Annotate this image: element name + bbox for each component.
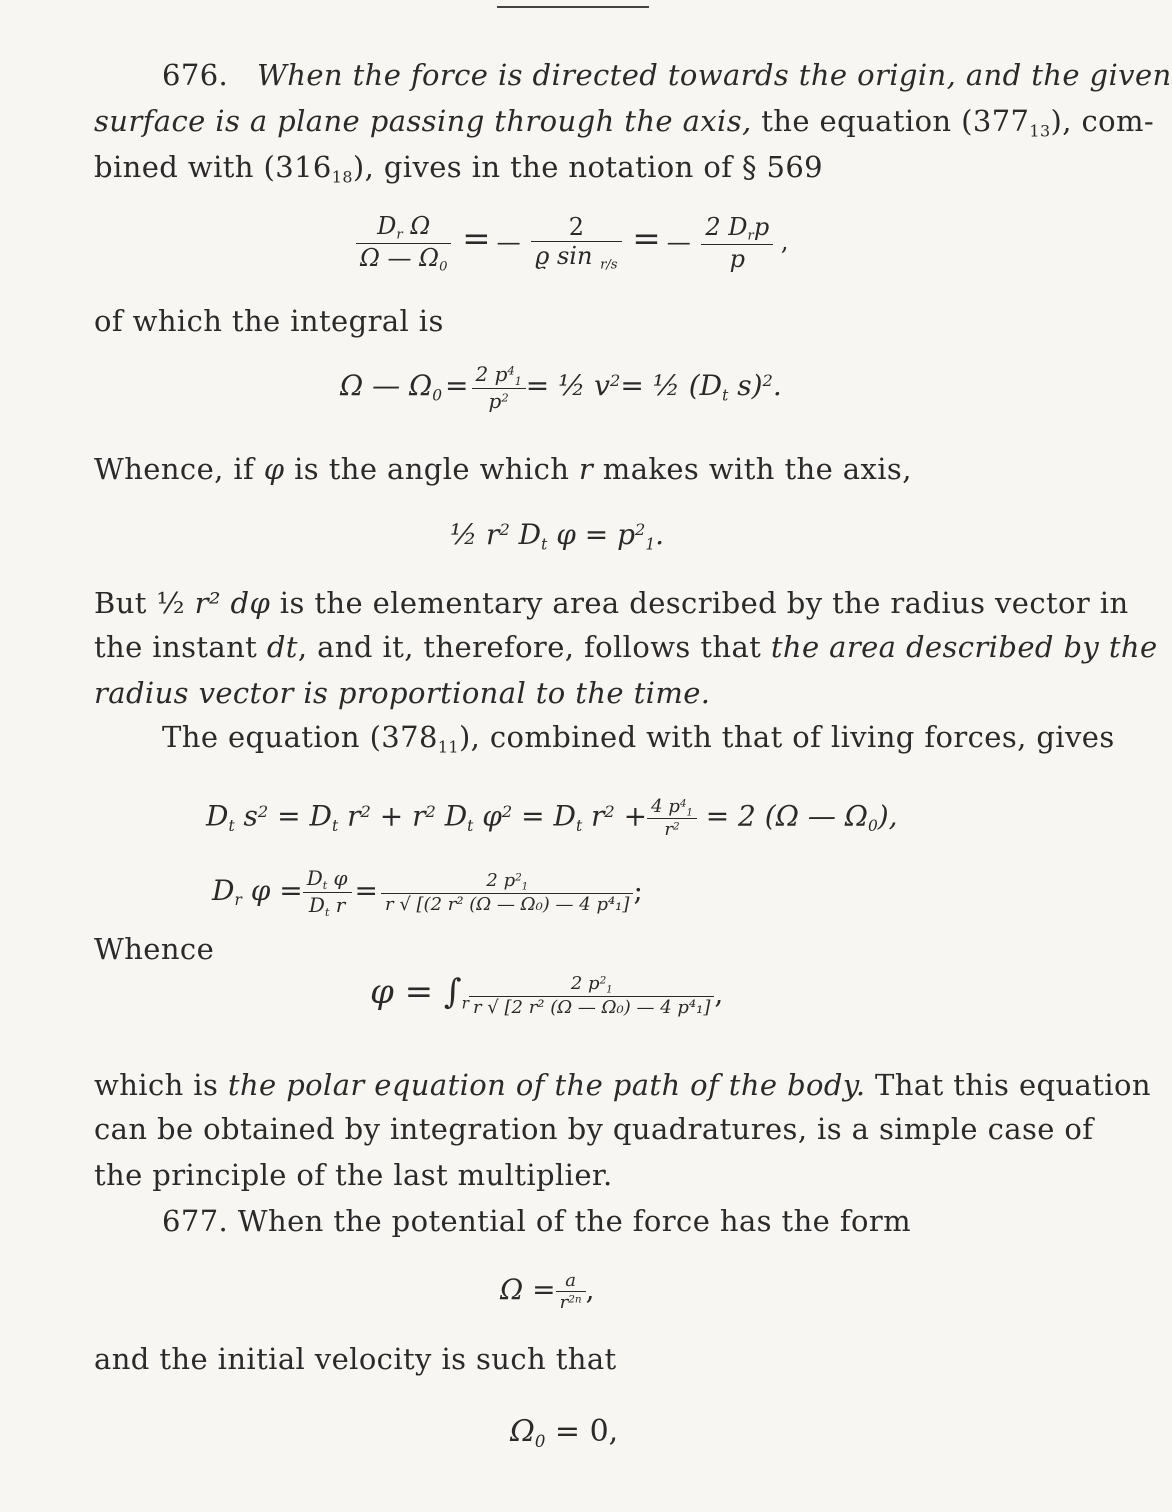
equation-5: $D_r$ φ = $\frac{D_t \varphi}{D_t r}$ = $\frac{2 p^2_1}{\text{r √ [(2 r² (Ω — Ω₀) — 4 p⁴₁]}}$ ; [212, 866, 643, 919]
paragraph-676-line-3: bined with $(316_{18})$, gives in the notation of § 569 [94, 150, 824, 187]
eq6-frac: $\frac{2 p^2_1}{\text{r √ [2 r² (Ω — Ω₀) — 4 p⁴₁]}}$ [469, 973, 714, 1017]
eq4-frac: $\frac{4 p^4_1}{r^2}$ [647, 796, 697, 840]
text-whence-angle: Whence, if φ is the angle which r makes with the axis, [94, 452, 912, 486]
equation-3: ½ $r^2$ $D_t$ $\varphi = p^2_1$. [450, 518, 665, 554]
equation-2: Ω — $\Omega_0$ = $\frac{2 p^4_1}{p^2}$ = ½ $v^2=$ ½ ($D_t$ s)$^2$. [340, 362, 782, 413]
paragraph-677: 677. When the potential of the force has the form [162, 1204, 912, 1238]
section-number-676: 676. [162, 58, 229, 92]
eq1-frac-c: $\frac{2 D_rp}{p}$ [701, 213, 773, 273]
equation-7: Ω = $\frac{a}{r^{2n}}$ , [500, 1270, 595, 1313]
paragraph-area-line-3: radius vector is proportional to the time. [94, 676, 711, 710]
equation-6: $\varphi = \int_r$ $\frac{2 p^2_1}{\text{r √ [2 r² (Ω — Ω₀) — 4 p⁴₁]}}$ , [370, 972, 724, 1018]
text-initial-velocity: and the initial velocity is such that [94, 1342, 617, 1376]
paragraph-area-line-2: the instant dt, and it, therefore, follows that the area described by the [94, 630, 1158, 664]
page-header-rule [497, 0, 649, 8]
paragraph-676-line-2: surface is a plane passing through the axis, the equation $(377_{13})$, com- [94, 104, 1155, 141]
text-integral: of which the integral is [94, 304, 444, 338]
text-whence: Whence [94, 932, 215, 966]
eq5-frac-a: $\frac{D_t \varphi}{D_t r}$ [303, 866, 352, 919]
equation-8: $\Omega_0 = 0$, [510, 1414, 619, 1451]
equation-1: $\frac{D_r \Omega}{\Omega — \Omega_0}$ = — $\frac{2}{ϱ \sin _{r/s}}$ = — $\frac{2 D_rp}{p}$ , [356, 212, 788, 274]
paragraph-polar-line-3: the principle of the last multiplier. [94, 1158, 613, 1192]
eq5-frac-b: $\frac{2 p^2_1}{\text{r √ [(2 r² (Ω — Ω₀) — 4 p⁴₁]}}$ [381, 870, 633, 914]
eq7-frac: $\frac{a}{r^{2n}}$ [556, 1270, 586, 1313]
eq1-frac-b: $\frac{2}{ϱ \sin _{r/s}}$ [531, 213, 621, 273]
paragraph-676-line-1: 676. When the force is directed towards the origin, and the given [162, 58, 1172, 92]
equation-4: $D_t$ $s^2 = D_t$ $r^2 + r^2$ $D_t$ $\varphi^2 = D_t$ $r^2$ + $\frac{4 p^4_1}{r^2}$ = 2 (Ω — $\Omega_0$), [206, 796, 898, 841]
paragraph-polar-line-2: can be obtained by integration by quadratures, is a simple case of [94, 1112, 1094, 1146]
eq2-frac: $\frac{2 p^4_1}{p^2}$ [472, 362, 526, 413]
paragraph-polar-line-1: which is the polar equation of the path of the body. That this equation [94, 1068, 1151, 1102]
section-number-677: 677. [162, 1204, 229, 1238]
eq1-frac-a: $\frac{D_r \Omega}{\Omega — \Omega_0}$ [356, 212, 451, 274]
paragraph-equation-378: The equation $(378_{11})$, combined with that of living forces, gives [162, 720, 1115, 757]
paragraph-area-line-1: But ½ r² dφ is the elementary area described by the radius vector in [94, 586, 1129, 620]
